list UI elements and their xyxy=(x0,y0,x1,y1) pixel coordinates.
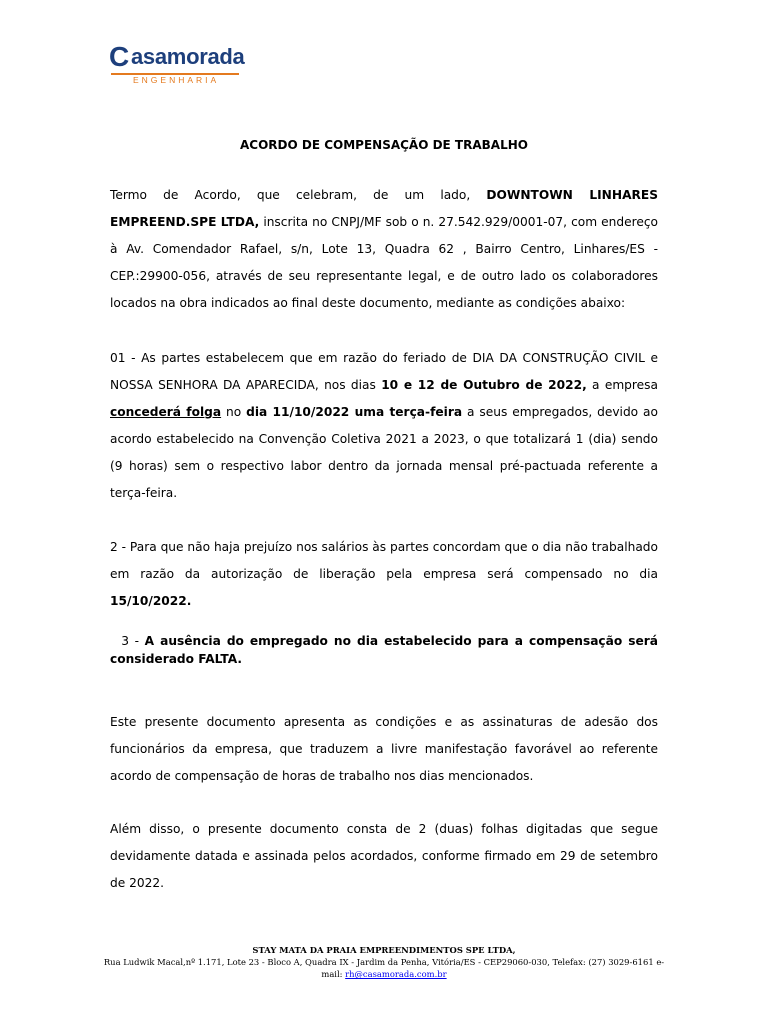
logo-wordmark: asamorada xyxy=(131,44,245,69)
footer-email-link[interactable]: rh@casamorada.com.br xyxy=(345,969,447,979)
company-logo xyxy=(109,41,249,85)
closing-paragraph: Além disso, o presente documento consta de 2 (duas) folhas digitadas que segue devidamente datada e assinada pelos acordados, conforme firmado em 29 de setembro de 2022. xyxy=(110,822,658,890)
clause-3-paragraph: 3 - A ausência do empregado no dia estabelecido para a compensação será considerado FALTA. xyxy=(110,634,659,666)
footer-company: STAY MATA DA PRAIA EMPREENDIMENTOS SPE LTDA, xyxy=(252,945,516,955)
intro-paragraph: Termo de Acordo, que celebram, de um lado, DOWNTOWN LINHARES EMPREEND.SPE LTDA, inscrita no CNPJ/MF sob o n. 27.542.929/0001-07, com endereço à Av. Comendador Rafael, s/n, Lote 13, Quadra 62 , Bairro Centro, Linhares/ES -CEP.:29900-056, através de seu representante legal, e de outro lado os colaboradores locados na obra indicados ao final deste documento, mediante as condições abaixo: xyxy=(110,188,658,310)
clause-2-paragraph: 2 - Para que não haja prejuízo nos salários às partes concordam que o dia não trabalhado em razão da autorização de liberação pela empresa será compensado no dia 15/10/2022. xyxy=(110,540,658,608)
document-title: ACORDO DE COMPENSAÇÃO DE TRABALHO xyxy=(240,138,528,152)
footer-address: Rua Ludwik Macal,nº 1.171, Lote 23 - Bloco A, Quadra IX - Jardim da Penha, Vitória/ES - CEP29060-030, Telefax: (27) 3029-6161 e-mail: rh@casamorada.com.br xyxy=(103,957,665,979)
logo-initial: C xyxy=(109,41,130,72)
clause-01-paragraph: 01 - As partes estabelecem que em razão do feriado de DIA DA CONSTRUÇÃO CIVIL e NOSSA SENHORA DA APARECIDA, nos dias 10 e 12 de Outubro de 2022, a empresa concederá folga no dia 11/10/2022 uma terça-feira a seus empregados, devido ao acordo estabelecido na Convenção Coletiva 2021 a 2023, o que totalizará 1 (dia) sendo (9 horas) sem o respectivo labor dentro da jornada mensal pré-pactuada referente a terça-feira. xyxy=(110,351,658,500)
logo-subtitle: ENGENHARIA xyxy=(133,75,220,85)
statement-paragraph: Este presente documento apresenta as condições e as assinaturas de adesão dos funcionários da empresa, que traduzem a livre manifestação favorável ao referente acordo de compensação de horas de trabalho nos dias mencionados. xyxy=(110,715,658,783)
page-footer xyxy=(100,944,668,980)
